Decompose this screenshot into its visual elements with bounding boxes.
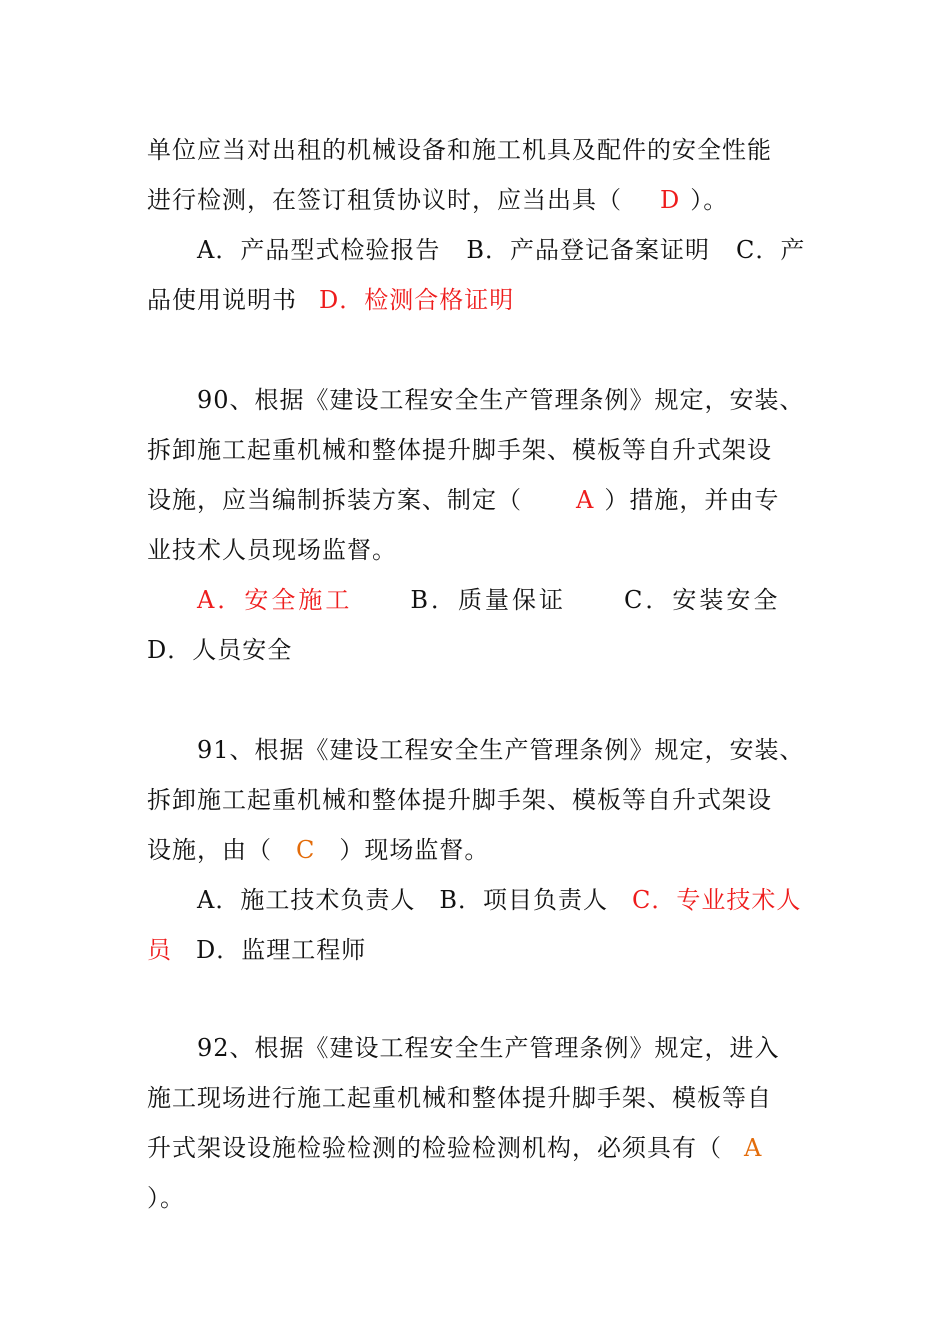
q90-stem-end: ）措施，并由专 <box>604 486 780 514</box>
q90-options-line-2 <box>147 633 292 667</box>
q92-line-3 <box>147 1131 762 1165</box>
q91-options-line-1 <box>197 883 801 917</box>
q90-line-3 <box>147 483 779 517</box>
q90-line-2: 拆卸施工起重机械和整体提升脚手架、模板等自升式架设 <box>147 436 772 464</box>
q90-option-d: D．人员安全 <box>147 636 293 664</box>
q91-option-a: A．施工技术负责人 <box>197 886 416 914</box>
q91-line-3 <box>147 833 489 867</box>
q89-option-c: C．产 <box>735 236 806 264</box>
q91-stem-end: ）现场监督。 <box>339 836 490 864</box>
q92-answer: A <box>744 1134 763 1162</box>
q89-line-2 <box>147 183 728 217</box>
q90-option-b: B．质量保证 <box>410 586 566 614</box>
q89-option-b: B．产品登记备案证明 <box>466 236 710 264</box>
q89-answer: D <box>660 186 681 214</box>
q90-stem-text: 设施，应当编制拆装方案、制定（ <box>147 486 522 514</box>
q89-option-c-cont: 品使用说明书 <box>147 286 297 314</box>
q91-stem-text: 设施，由（ <box>147 836 272 864</box>
q89-stem-text: 进行检测，在签订租赁协议时，应当出具（ <box>147 186 622 214</box>
q91-option-c: C．专业技术人 <box>631 886 802 914</box>
q91-option-b: B．项目负责人 <box>439 886 608 914</box>
q90-line-4: 业技术人员现场监督。 <box>147 536 397 564</box>
q89-options-line-2 <box>147 283 514 317</box>
q89-options-line-1 <box>197 233 805 267</box>
q89-line-1: 单位应当对出租的机械设备和施工机具及配件的安全性能 <box>147 136 772 164</box>
q90-option-c: C．安装安全 <box>623 586 781 614</box>
q91-option-d: D．监理工程师 <box>196 936 367 964</box>
q90-option-a: A．安全施工 <box>197 586 353 614</box>
q92-line-2: 施工现场进行施工起重机械和整体提升脚手架、模板等自 <box>147 1084 772 1112</box>
q89-option-d: D．检测合格证明 <box>319 286 515 314</box>
q90-options-line-1 <box>197 583 780 617</box>
q92-line-4: ）。 <box>147 1184 185 1212</box>
q91-answer: C <box>296 836 316 864</box>
q91-line-2: 拆卸施工起重机械和整体提升脚手架、模板等自升式架设 <box>147 786 772 814</box>
q90-answer: A <box>576 486 595 514</box>
q91-options-line-2 <box>147 933 366 967</box>
q91-line-1: 91、根据《建设工程安全生产管理条例》规定，安装、 <box>197 736 805 764</box>
q90-line-1: 90、根据《建设工程安全生产管理条例》规定，安装、 <box>197 386 805 414</box>
q89-stem-end: ）。 <box>690 186 729 214</box>
q92-stem-text: 升式架设设施检验检测的检验检测机构，必须具有（ <box>147 1134 722 1162</box>
q92-line-1: 92、根据《建设工程安全生产管理条例》规定，进入 <box>197 1034 780 1062</box>
q91-option-c-cont: 员 <box>147 936 172 964</box>
q89-option-a: A．产品型式检验报告 <box>197 236 441 264</box>
